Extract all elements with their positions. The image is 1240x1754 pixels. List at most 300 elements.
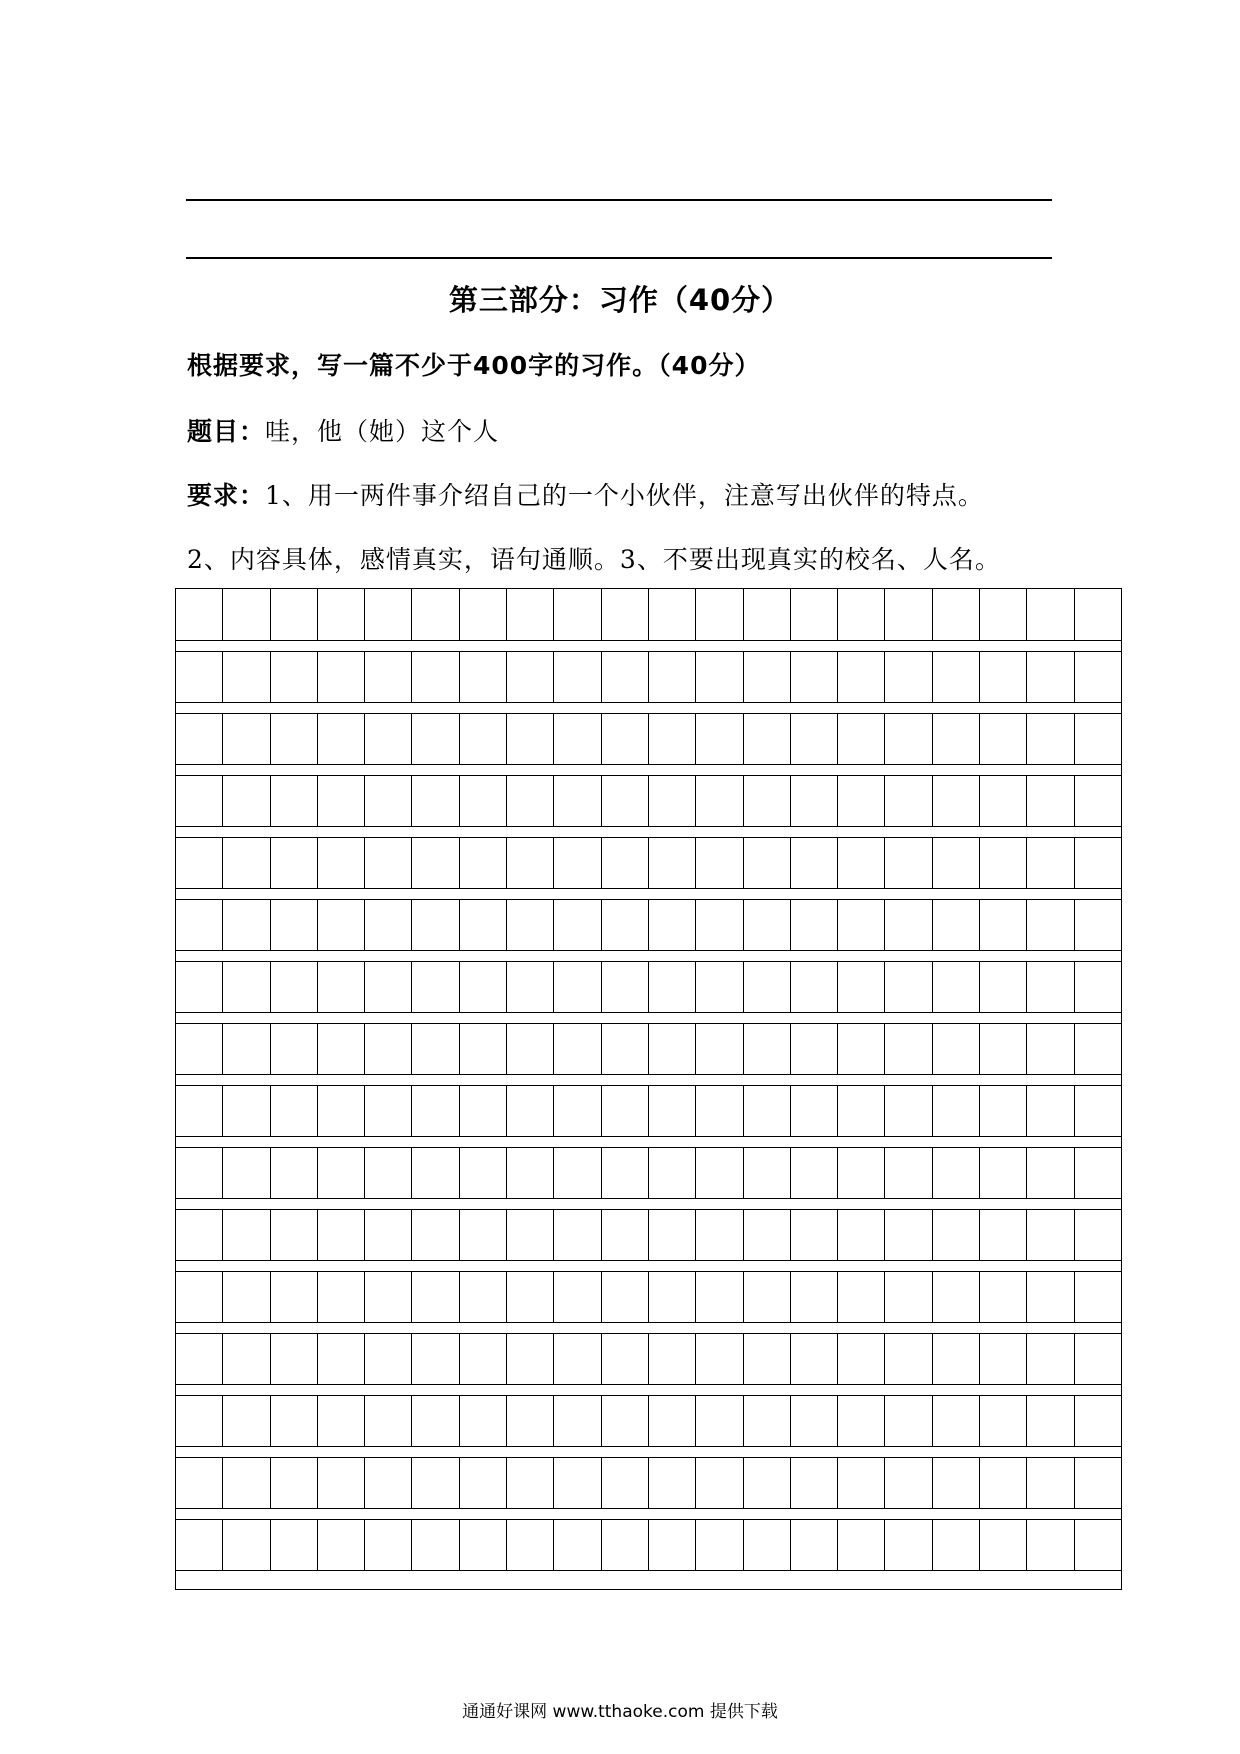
grid-cell[interactable]: [1026, 1024, 1073, 1074]
grid-cell[interactable]: [790, 1210, 837, 1260]
grid-cell[interactable]: [411, 776, 458, 826]
grid-cell[interactable]: [222, 652, 269, 702]
grid-cell[interactable]: [506, 962, 553, 1012]
grid-cell[interactable]: [176, 589, 222, 640]
grid-cell[interactable]: [1074, 589, 1121, 640]
grid-cell[interactable]: [553, 589, 600, 640]
grid-cell[interactable]: [884, 1086, 931, 1136]
grid-cell[interactable]: [317, 838, 364, 888]
grid-cell[interactable]: [1026, 652, 1073, 702]
grid-cell[interactable]: [695, 589, 742, 640]
grid-cell[interactable]: [270, 589, 317, 640]
grid-cell[interactable]: [459, 1148, 506, 1198]
grid-cell[interactable]: [459, 1024, 506, 1074]
grid-cell[interactable]: [176, 1334, 222, 1384]
grid-cell[interactable]: [317, 776, 364, 826]
grid-cell[interactable]: [270, 838, 317, 888]
grid-cell[interactable]: [176, 1210, 222, 1260]
grid-cell[interactable]: [176, 1148, 222, 1198]
grid-cell[interactable]: [790, 1272, 837, 1322]
grid-cell[interactable]: [979, 652, 1026, 702]
grid-cell[interactable]: [506, 652, 553, 702]
grid-cell[interactable]: [743, 838, 790, 888]
grid-cell[interactable]: [459, 652, 506, 702]
grid-cell[interactable]: [743, 900, 790, 950]
grid-cell[interactable]: [317, 1458, 364, 1508]
grid-cell[interactable]: [411, 1024, 458, 1074]
grid-cell[interactable]: [790, 1024, 837, 1074]
grid-cell[interactable]: [270, 1334, 317, 1384]
grid-cell[interactable]: [648, 838, 695, 888]
grid-cell[interactable]: [1074, 1334, 1121, 1384]
grid-cell[interactable]: [1074, 1396, 1121, 1446]
grid-cell[interactable]: [317, 589, 364, 640]
grid-cell[interactable]: [932, 1148, 979, 1198]
grid-cell[interactable]: [979, 838, 1026, 888]
grid-cell[interactable]: [553, 838, 600, 888]
grid-cell[interactable]: [459, 776, 506, 826]
grid-cell[interactable]: [932, 1396, 979, 1446]
grid-cell[interactable]: [884, 1396, 931, 1446]
grid-cell[interactable]: [601, 1458, 648, 1508]
grid-cell[interactable]: [222, 1520, 269, 1570]
grid-cell[interactable]: [364, 838, 411, 888]
grid-cell[interactable]: [411, 652, 458, 702]
grid-cell[interactable]: [1026, 714, 1073, 764]
grid-cell[interactable]: [411, 1396, 458, 1446]
grid-cell[interactable]: [601, 1396, 648, 1446]
grid-cell[interactable]: [553, 776, 600, 826]
grid-cell[interactable]: [601, 838, 648, 888]
grid-cell[interactable]: [695, 1210, 742, 1260]
grid-cell[interactable]: [979, 962, 1026, 1012]
grid-cell[interactable]: [1074, 1148, 1121, 1198]
grid-cell[interactable]: [648, 1210, 695, 1260]
grid-cell[interactable]: [222, 838, 269, 888]
grid-cell[interactable]: [648, 1520, 695, 1570]
grid-cell[interactable]: [790, 589, 837, 640]
grid-cell[interactable]: [790, 1086, 837, 1136]
grid-cell[interactable]: [411, 1210, 458, 1260]
grid-cell[interactable]: [411, 1334, 458, 1384]
grid-cell[interactable]: [506, 1520, 553, 1570]
grid-cell[interactable]: [884, 652, 931, 702]
grid-cell[interactable]: [601, 1272, 648, 1322]
grid-cell[interactable]: [790, 1334, 837, 1384]
grid-cell[interactable]: [222, 1272, 269, 1322]
grid-cell[interactable]: [176, 1520, 222, 1570]
grid-cell[interactable]: [932, 962, 979, 1012]
grid-cell[interactable]: [695, 838, 742, 888]
grid-cell[interactable]: [837, 776, 884, 826]
grid-cell[interactable]: [884, 962, 931, 1012]
grid-cell[interactable]: [884, 1520, 931, 1570]
grid-cell[interactable]: [601, 1210, 648, 1260]
grid-cell[interactable]: [837, 1024, 884, 1074]
grid-cell[interactable]: [648, 652, 695, 702]
grid-cell[interactable]: [176, 1024, 222, 1074]
grid-cell[interactable]: [884, 1148, 931, 1198]
grid-cell[interactable]: [1026, 900, 1073, 950]
grid-cell[interactable]: [317, 1520, 364, 1570]
grid-cell[interactable]: [1074, 1024, 1121, 1074]
grid-cell[interactable]: [743, 1148, 790, 1198]
grid-cell[interactable]: [884, 714, 931, 764]
grid-cell[interactable]: [837, 714, 884, 764]
grid-cell[interactable]: [648, 1148, 695, 1198]
grid-cell[interactable]: [884, 589, 931, 640]
grid-cell[interactable]: [695, 900, 742, 950]
grid-cell[interactable]: [411, 962, 458, 1012]
grid-cell[interactable]: [1074, 776, 1121, 826]
grid-cell[interactable]: [1074, 1458, 1121, 1508]
grid-cell[interactable]: [553, 1210, 600, 1260]
grid-cell[interactable]: [837, 1520, 884, 1570]
grid-cell[interactable]: [222, 714, 269, 764]
grid-cell[interactable]: [506, 589, 553, 640]
grid-cell[interactable]: [932, 714, 979, 764]
grid-cell[interactable]: [270, 1086, 317, 1136]
grid-cell[interactable]: [695, 1458, 742, 1508]
grid-cell[interactable]: [979, 1148, 1026, 1198]
grid-cell[interactable]: [506, 1210, 553, 1260]
grid-cell[interactable]: [459, 589, 506, 640]
grid-cell[interactable]: [506, 1024, 553, 1074]
grid-cell[interactable]: [601, 1086, 648, 1136]
grid-cell[interactable]: [601, 1334, 648, 1384]
grid-cell[interactable]: [364, 1334, 411, 1384]
grid-cell[interactable]: [364, 1024, 411, 1074]
grid-cell[interactable]: [648, 776, 695, 826]
grid-cell[interactable]: [176, 900, 222, 950]
grid-cell[interactable]: [553, 1458, 600, 1508]
grid-cell[interactable]: [364, 900, 411, 950]
grid-cell[interactable]: [364, 652, 411, 702]
grid-cell[interactable]: [743, 962, 790, 1012]
grid-cell[interactable]: [601, 900, 648, 950]
grid-cell[interactable]: [176, 962, 222, 1012]
grid-cell[interactable]: [317, 1334, 364, 1384]
grid-cell[interactable]: [790, 1520, 837, 1570]
grid-cell[interactable]: [743, 1520, 790, 1570]
grid-cell[interactable]: [176, 838, 222, 888]
grid-cell[interactable]: [270, 1396, 317, 1446]
grid-cell[interactable]: [1026, 838, 1073, 888]
grid-cell[interactable]: [459, 1272, 506, 1322]
grid-cell[interactable]: [1074, 714, 1121, 764]
grid-cell[interactable]: [648, 900, 695, 950]
grid-cell[interactable]: [1074, 962, 1121, 1012]
grid-cell[interactable]: [270, 1458, 317, 1508]
grid-cell[interactable]: [506, 1148, 553, 1198]
grid-cell[interactable]: [837, 900, 884, 950]
grid-cell[interactable]: [601, 1520, 648, 1570]
grid-cell[interactable]: [884, 1458, 931, 1508]
grid-cell[interactable]: [222, 776, 269, 826]
grid-cell[interactable]: [506, 1334, 553, 1384]
grid-cell[interactable]: [1026, 962, 1073, 1012]
grid-cell[interactable]: [317, 1086, 364, 1136]
grid-cell[interactable]: [837, 1210, 884, 1260]
grid-cell[interactable]: [932, 652, 979, 702]
grid-cell[interactable]: [1074, 1272, 1121, 1322]
grid-cell[interactable]: [884, 1334, 931, 1384]
grid-cell[interactable]: [459, 962, 506, 1012]
grid-cell[interactable]: [1074, 1520, 1121, 1570]
grid-cell[interactable]: [506, 776, 553, 826]
grid-cell[interactable]: [459, 714, 506, 764]
grid-cell[interactable]: [790, 776, 837, 826]
grid-cell[interactable]: [411, 714, 458, 764]
grid-cell[interactable]: [695, 1520, 742, 1570]
grid-cell[interactable]: [743, 1458, 790, 1508]
grid-cell[interactable]: [222, 900, 269, 950]
grid-cell[interactable]: [553, 962, 600, 1012]
grid-cell[interactable]: [364, 962, 411, 1012]
grid-cell[interactable]: [553, 1272, 600, 1322]
grid-cell[interactable]: [459, 1520, 506, 1570]
grid-cell[interactable]: [364, 714, 411, 764]
grid-cell[interactable]: [601, 652, 648, 702]
grid-cell[interactable]: [979, 714, 1026, 764]
grid-cell[interactable]: [790, 1396, 837, 1446]
grid-cell[interactable]: [506, 1396, 553, 1446]
grid-cell[interactable]: [932, 900, 979, 950]
grid-cell[interactable]: [979, 1458, 1026, 1508]
grid-cell[interactable]: [1026, 1520, 1073, 1570]
grid-cell[interactable]: [553, 1334, 600, 1384]
grid-cell[interactable]: [317, 652, 364, 702]
grid-cell[interactable]: [884, 1210, 931, 1260]
grid-cell[interactable]: [743, 1024, 790, 1074]
grid-cell[interactable]: [364, 589, 411, 640]
grid-cell[interactable]: [743, 652, 790, 702]
grid-cell[interactable]: [1074, 900, 1121, 950]
grid-cell[interactable]: [459, 1458, 506, 1508]
grid-cell[interactable]: [695, 962, 742, 1012]
grid-cell[interactable]: [648, 1396, 695, 1446]
grid-cell[interactable]: [1026, 1334, 1073, 1384]
grid-cell[interactable]: [1026, 1458, 1073, 1508]
grid-cell[interactable]: [553, 1024, 600, 1074]
grid-cell[interactable]: [837, 1458, 884, 1508]
grid-cell[interactable]: [317, 1210, 364, 1260]
grid-cell[interactable]: [364, 1458, 411, 1508]
grid-cell[interactable]: [270, 652, 317, 702]
grid-cell[interactable]: [790, 838, 837, 888]
grid-cell[interactable]: [790, 900, 837, 950]
grid-cell[interactable]: [1026, 1210, 1073, 1260]
grid-cell[interactable]: [695, 1334, 742, 1384]
grid-cell[interactable]: [459, 1334, 506, 1384]
grid-cell[interactable]: [695, 714, 742, 764]
grid-cell[interactable]: [601, 589, 648, 640]
grid-cell[interactable]: [837, 1148, 884, 1198]
grid-cell[interactable]: [459, 1210, 506, 1260]
grid-cell[interactable]: [979, 1334, 1026, 1384]
grid-cell[interactable]: [837, 962, 884, 1012]
grid-cell[interactable]: [411, 1086, 458, 1136]
grid-cell[interactable]: [837, 1272, 884, 1322]
grid-cell[interactable]: [932, 1086, 979, 1136]
grid-cell[interactable]: [979, 1210, 1026, 1260]
grid-cell[interactable]: [222, 1334, 269, 1384]
grid-cell[interactable]: [790, 1458, 837, 1508]
grid-cell[interactable]: [222, 1458, 269, 1508]
grid-cell[interactable]: [979, 1086, 1026, 1136]
grid-cell[interactable]: [932, 589, 979, 640]
grid-cell[interactable]: [1026, 776, 1073, 826]
grid-cell[interactable]: [317, 900, 364, 950]
grid-cell[interactable]: [648, 589, 695, 640]
grid-cell[interactable]: [364, 1520, 411, 1570]
grid-cell[interactable]: [695, 1024, 742, 1074]
grid-cell[interactable]: [1026, 1396, 1073, 1446]
grid-cell[interactable]: [411, 1458, 458, 1508]
grid-cell[interactable]: [553, 1396, 600, 1446]
grid-cell[interactable]: [648, 1086, 695, 1136]
grid-cell[interactable]: [932, 1520, 979, 1570]
grid-cell[interactable]: [979, 589, 1026, 640]
grid-cell[interactable]: [222, 589, 269, 640]
grid-cell[interactable]: [932, 1458, 979, 1508]
grid-cell[interactable]: [884, 838, 931, 888]
grid-cell[interactable]: [743, 1086, 790, 1136]
grid-cell[interactable]: [553, 652, 600, 702]
grid-cell[interactable]: [364, 776, 411, 826]
grid-cell[interactable]: [176, 1458, 222, 1508]
grid-cell[interactable]: [553, 714, 600, 764]
grid-cell[interactable]: [176, 1086, 222, 1136]
grid-cell[interactable]: [176, 1272, 222, 1322]
grid-cell[interactable]: [648, 962, 695, 1012]
grid-cell[interactable]: [317, 962, 364, 1012]
grid-cell[interactable]: [1026, 1148, 1073, 1198]
grid-cell[interactable]: [743, 1334, 790, 1384]
grid-cell[interactable]: [411, 838, 458, 888]
grid-cell[interactable]: [837, 1086, 884, 1136]
grid-cell[interactable]: [222, 1210, 269, 1260]
grid-cell[interactable]: [932, 1334, 979, 1384]
grid-cell[interactable]: [222, 1396, 269, 1446]
grid-cell[interactable]: [601, 1024, 648, 1074]
grid-cell[interactable]: [695, 1148, 742, 1198]
grid-cell[interactable]: [743, 1272, 790, 1322]
grid-cell[interactable]: [222, 1148, 269, 1198]
grid-cell[interactable]: [932, 1272, 979, 1322]
grid-cell[interactable]: [411, 1272, 458, 1322]
grid-cell[interactable]: [553, 1086, 600, 1136]
grid-cell[interactable]: [411, 1148, 458, 1198]
grid-cell[interactable]: [270, 1210, 317, 1260]
grid-cell[interactable]: [790, 714, 837, 764]
grid-cell[interactable]: [601, 1148, 648, 1198]
grid-cell[interactable]: [317, 1272, 364, 1322]
grid-cell[interactable]: [743, 714, 790, 764]
grid-cell[interactable]: [884, 900, 931, 950]
grid-cell[interactable]: [176, 776, 222, 826]
grid-cell[interactable]: [222, 962, 269, 1012]
grid-cell[interactable]: [790, 962, 837, 1012]
grid-cell[interactable]: [743, 1396, 790, 1446]
grid-cell[interactable]: [270, 714, 317, 764]
grid-cell[interactable]: [1074, 838, 1121, 888]
grid-cell[interactable]: [743, 776, 790, 826]
grid-cell[interactable]: [411, 900, 458, 950]
grid-cell[interactable]: [979, 1024, 1026, 1074]
grid-cell[interactable]: [837, 589, 884, 640]
grid-cell[interactable]: [743, 1210, 790, 1260]
grid-cell[interactable]: [317, 1396, 364, 1446]
grid-cell[interactable]: [506, 1086, 553, 1136]
grid-cell[interactable]: [270, 1024, 317, 1074]
grid-cell[interactable]: [979, 1272, 1026, 1322]
grid-cell[interactable]: [270, 1520, 317, 1570]
grid-cell[interactable]: [411, 1520, 458, 1570]
grid-cell[interactable]: [979, 1396, 1026, 1446]
grid-cell[interactable]: [932, 838, 979, 888]
grid-cell[interactable]: [1074, 1210, 1121, 1260]
grid-cell[interactable]: [1026, 1272, 1073, 1322]
grid-cell[interactable]: [648, 1024, 695, 1074]
grid-cell[interactable]: [270, 1272, 317, 1322]
grid-cell[interactable]: [601, 962, 648, 1012]
grid-cell[interactable]: [176, 652, 222, 702]
grid-cell[interactable]: [695, 1086, 742, 1136]
grid-cell[interactable]: [884, 1024, 931, 1074]
grid-cell[interactable]: [317, 714, 364, 764]
grid-cell[interactable]: [506, 1458, 553, 1508]
grid-cell[interactable]: [837, 652, 884, 702]
grid-cell[interactable]: [1026, 1086, 1073, 1136]
grid-cell[interactable]: [695, 776, 742, 826]
grid-cell[interactable]: [506, 1272, 553, 1322]
grid-cell[interactable]: [364, 1210, 411, 1260]
grid-cell[interactable]: [270, 776, 317, 826]
grid-cell[interactable]: [506, 714, 553, 764]
grid-cell[interactable]: [506, 838, 553, 888]
grid-cell[interactable]: [932, 1024, 979, 1074]
grid-cell[interactable]: [1074, 652, 1121, 702]
grid-cell[interactable]: [837, 1396, 884, 1446]
grid-cell[interactable]: [411, 589, 458, 640]
grid-cell[interactable]: [601, 776, 648, 826]
grid-cell[interactable]: [270, 962, 317, 1012]
grid-cell[interactable]: [601, 714, 648, 764]
grid-cell[interactable]: [695, 1396, 742, 1446]
grid-cell[interactable]: [695, 652, 742, 702]
grid-cell[interactable]: [364, 1086, 411, 1136]
grid-cell[interactable]: [837, 1334, 884, 1384]
grid-cell[interactable]: [648, 1458, 695, 1508]
grid-cell[interactable]: [364, 1272, 411, 1322]
grid-cell[interactable]: [222, 1086, 269, 1136]
grid-cell[interactable]: [553, 1520, 600, 1570]
grid-cell[interactable]: [695, 1272, 742, 1322]
grid-cell[interactable]: [884, 776, 931, 826]
grid-cell[interactable]: [884, 1272, 931, 1322]
grid-cell[interactable]: [317, 1148, 364, 1198]
grid-cell[interactable]: [459, 1396, 506, 1446]
grid-cell[interactable]: [790, 652, 837, 702]
grid-cell[interactable]: [364, 1148, 411, 1198]
grid-cell[interactable]: [364, 1396, 411, 1446]
grid-cell[interactable]: [459, 838, 506, 888]
grid-cell[interactable]: [979, 1520, 1026, 1570]
grid-cell[interactable]: [648, 714, 695, 764]
grid-cell[interactable]: [979, 900, 1026, 950]
grid-cell[interactable]: [222, 1024, 269, 1074]
